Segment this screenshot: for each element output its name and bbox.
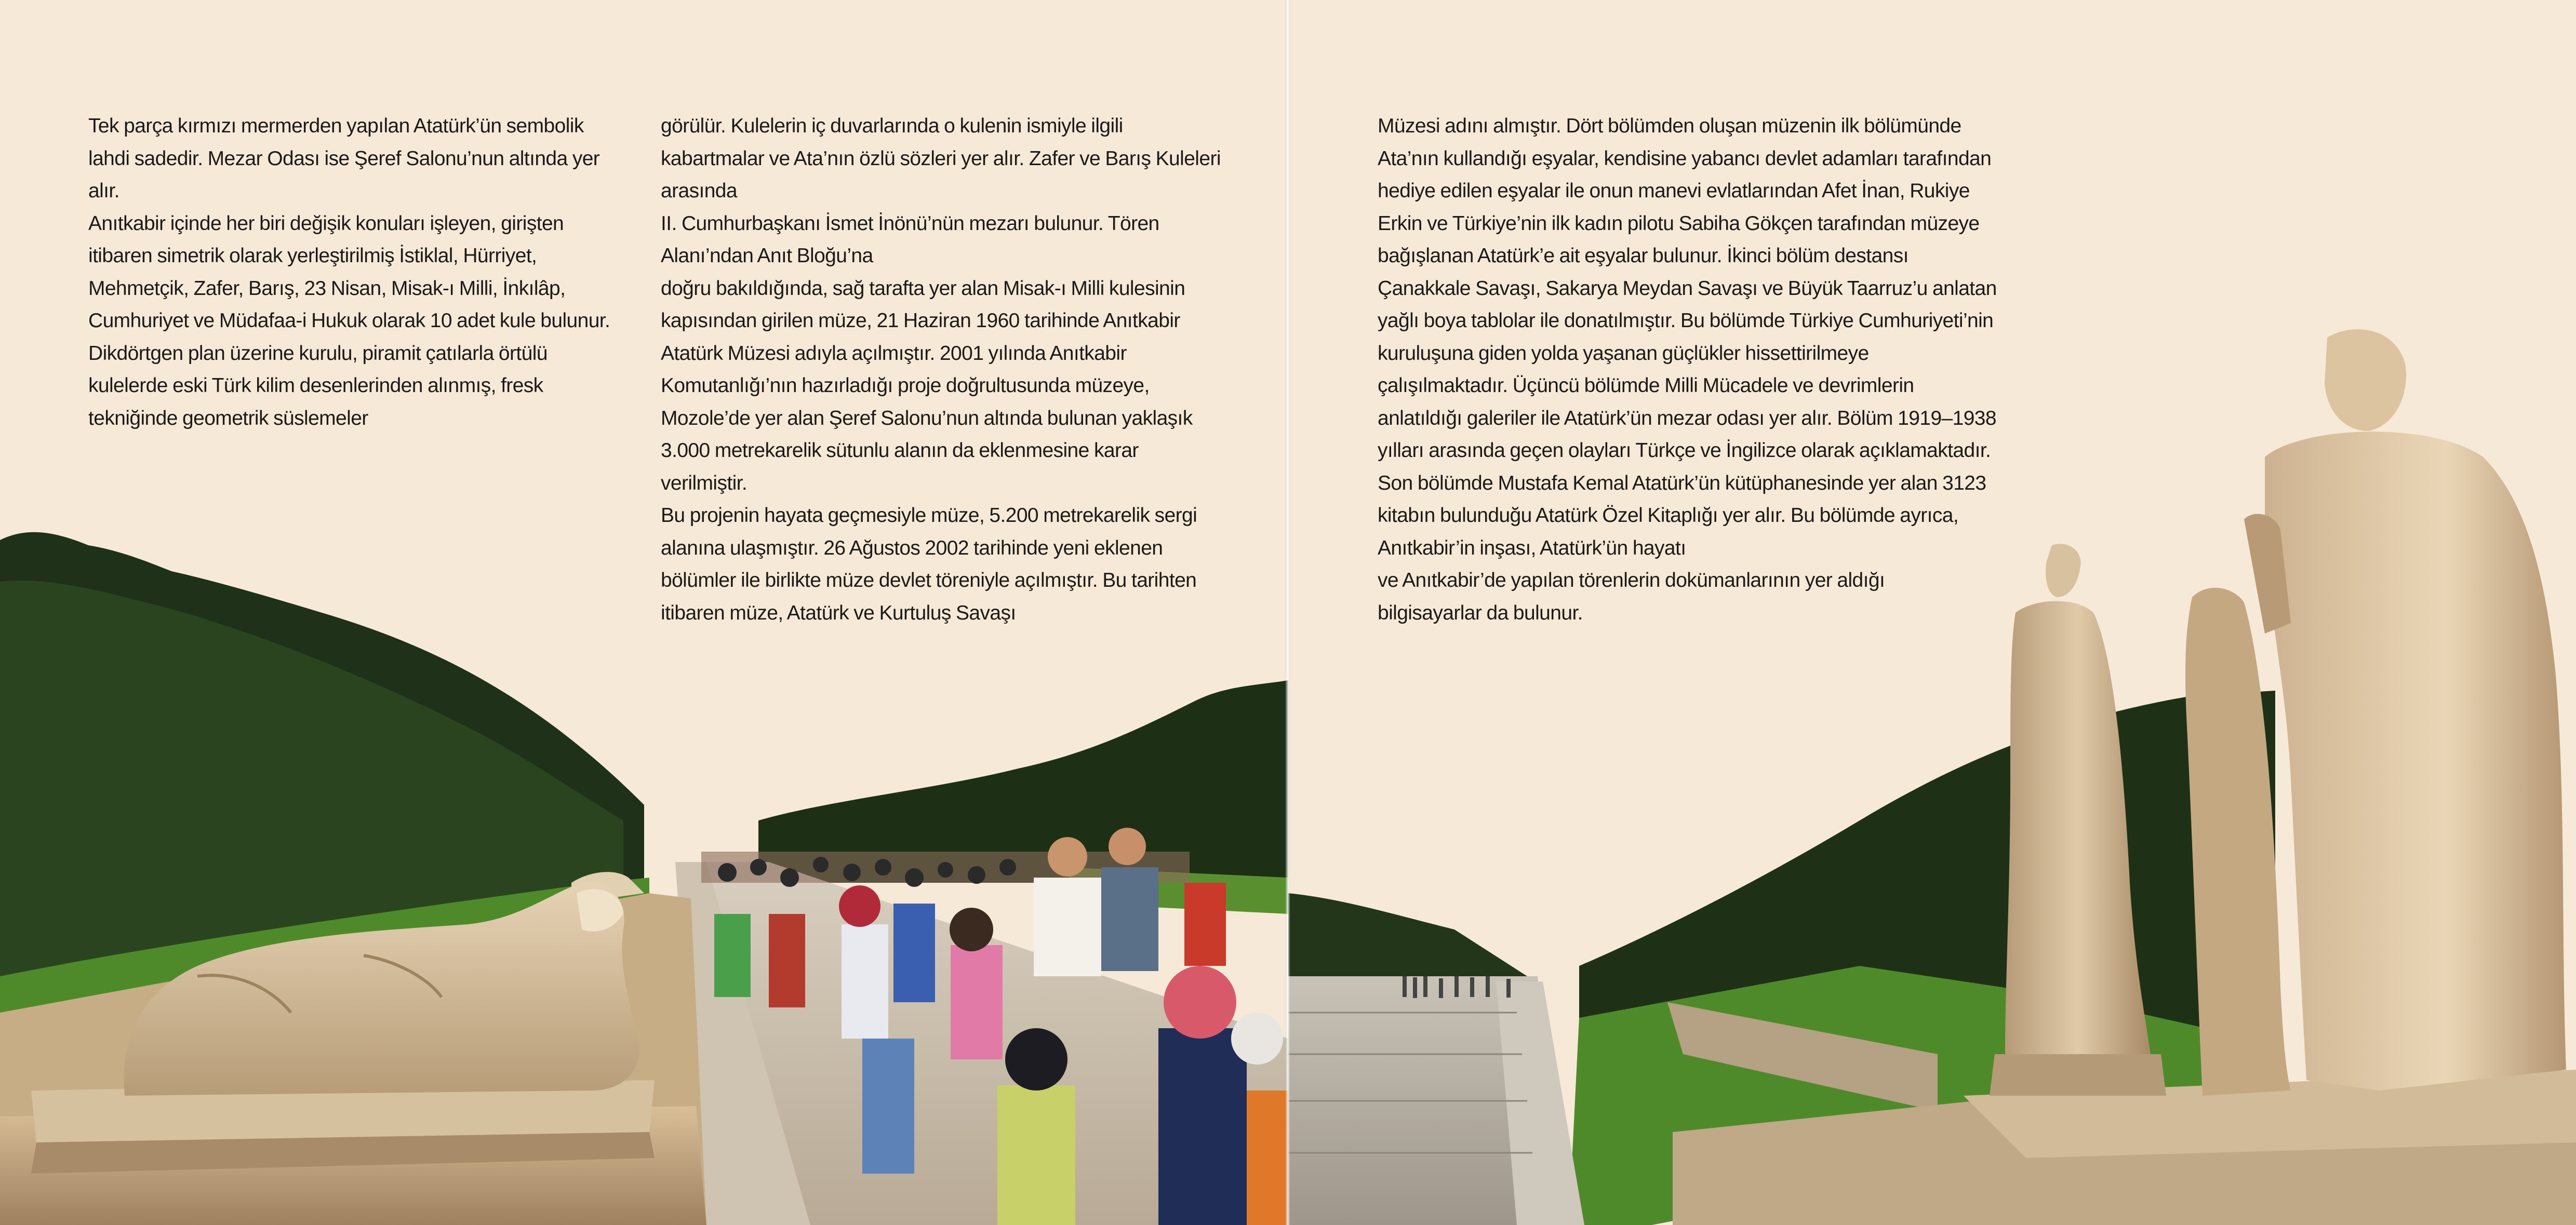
text-line: Müzesi adını almıştır. Dört bölümden oluşan müzenin ilk bölümünde <box>1378 115 1961 137</box>
text-line: II. Cumhurbaşkanı İsmet İnönü’nün mezarı bulunur. Tören <box>661 212 1159 235</box>
text-line: ve Anıtkabir’de yapılan törenlerin dokümanlarının yer aldığı <box>1378 569 1885 591</box>
text-line: kabartmalar ve Ata’nın özlü sözleri yer alır. Zafer ve Barış Kuleleri <box>661 147 1221 170</box>
text-line: 3.000 metrekarelik sütunlu alanın da eklenmesine karar <box>661 439 1139 462</box>
text-line: arasında <box>661 180 737 202</box>
text-line: Anıtkabir içinde her biri değişik konuları işleyen, girişten <box>88 212 564 235</box>
text-line: itibaren müze, Atatürk ve Kurtuluş Savaşı <box>661 601 1016 624</box>
text-line: bilgisayarlar da bulunur. <box>1378 601 1583 624</box>
text-line: kapısından girilen müze, 21 Haziran 1960 tarihinde Anıtkabir <box>661 309 1180 332</box>
text-line: Mehmetçik, Zafer, Barış, 23 Nisan, Misak-ı Milli, İnkılâp, <box>88 277 566 300</box>
right-page <box>1288 0 2576 1225</box>
text-line: Cumhuriyet ve Müdafaa-i Hukuk olarak 10 adet kule bulunur. <box>88 309 610 332</box>
text-line: Tek parça kırmızı mermerden yapılan Atatürk’ün sembolik <box>88 115 584 137</box>
text-line: kulelerde eski Türk kilim desenlerinden alınmış, fresk <box>88 374 543 397</box>
text-line: hediye edilen eşyalar ile onun manevi evlatlarından Afet İnan, Rukiye <box>1378 180 1970 202</box>
text-line: alır. <box>88 180 119 202</box>
text-line: Erkin ve Türkiye’nin ilk kadın pilotu Sabiha Gökçen tarafından müzeye <box>1378 212 1980 235</box>
text-line: yağlı boya tablolar ile donatılmıştır. Bu bölümde Türkiye Cumhuriyeti’nin <box>1378 309 1994 332</box>
text-line: Çanakkale Savaşı, Sakarya Meydan Savaşı ve Büyük Taarruz’u anlatan <box>1378 277 1997 300</box>
text-line: lahdi sadedir. Mezar Odası ise Şeref Salonu’nun altında yer <box>88 147 600 170</box>
text-line: itibaren simetrik olarak yerleştirilmiş İstiklal, Hürriyet, <box>88 245 537 267</box>
text-line: kitabın bulunduğu Atatürk Özel Kitaplığı yer alır. Bu bölümde ayrıca, <box>1378 504 1959 527</box>
text-line: yılları arasında geçen olayları Türkçe ve İngilizce olarak açıklamaktadır. <box>1378 439 1991 462</box>
text-line: Alanı’ndan Anıt Bloğu’na <box>661 245 873 267</box>
text-line: görülür. Kulelerin iç duvarlarında o kulenin ismiyle ilgili <box>661 115 1123 137</box>
text-line: verilmiştir. <box>661 472 748 494</box>
text-line: doğru bakıldığında, sağ tarafta yer alan Misak-ı Milli kulesinin <box>661 277 1185 300</box>
left-text-column-2 <box>661 110 1248 629</box>
text-line: Dikdörtgen plan üzerine kurulu, piramit çatılarla örtülü <box>88 342 548 365</box>
text-line: Atatürk Müzesi adıyla açılmıştır. 2001 yılında Anıtkabir <box>661 342 1127 365</box>
text-line: Mozole’de yer alan Şeref Salonu’nun altında bulunan yaklaşık <box>661 407 1193 429</box>
text-line: tekniğinde geometrik süslemeler <box>88 407 368 429</box>
text-line: Son bölümde Mustafa Kemal Atatürk’ün kütüphanesinde yer alan 3123 <box>1378 472 1986 494</box>
right-text-column-1 <box>1378 110 2032 629</box>
text-line: Ata’nın kullandığı eşyalar, kendisine yabancı devlet adamları tarafından <box>1378 147 1992 170</box>
text-line: anlatıldığı galeriler ile Atatürk’ün mezar odası yer alır. Bölüm 1919–1938 <box>1378 407 1996 429</box>
text-line: Komutanlığı’nın hazırladığı proje doğrultusunda müzeye, <box>661 374 1150 397</box>
text-line: çalışılmaktadır. Üçüncü bölümde Milli Mücadele ve devrimlerin <box>1378 374 1914 397</box>
text-line: kuruluşuna giden yolda yaşanan güçlükler hissettirilmeye <box>1378 342 1869 365</box>
text-line: Bu projenin hayata geçmesiyle müze, 5.200 metrekarelik sergi <box>661 504 1197 527</box>
text-line: Anıtkabir’in inşası, Atatürk’ün hayatı <box>1378 536 1686 559</box>
text-line: bağışlanan Atatürk’e ait eşyalar bulunur. İkinci bölüm destansı <box>1378 245 1908 267</box>
text-line: alanına ulaşmıştır. 26 Ağustos 2002 tarihinde yeni eklenen <box>661 536 1163 559</box>
left-text-column-1 <box>88 110 639 435</box>
page-gutter <box>1285 0 1290 1225</box>
text-line: bölümler ile birlikte müze devlet töreniyle açılmıştır. Bu tarihten <box>661 569 1197 591</box>
